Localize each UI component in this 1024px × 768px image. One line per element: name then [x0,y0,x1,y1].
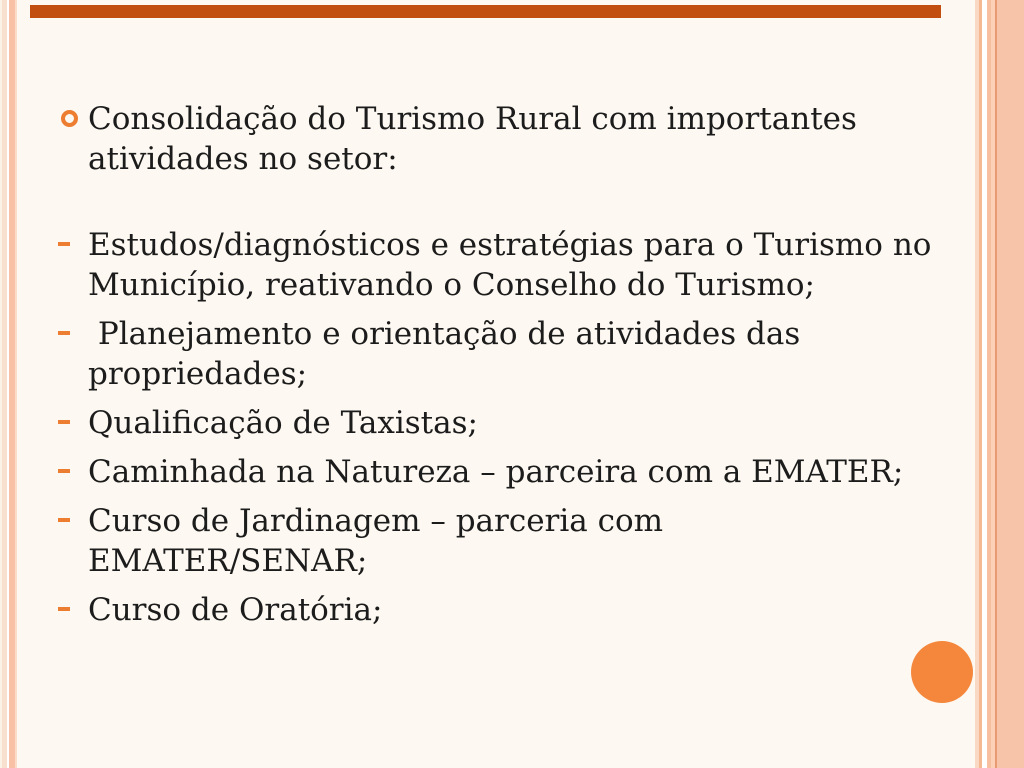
dash-bullet-icon [58,420,70,424]
bullet-item [58,590,940,630]
dash-bullet-icon [58,242,70,246]
dash-bullet-icon [58,469,70,473]
bullet-item-text: Estudos/diagnósticos e estratégias para o Turismo no Município, reativando o Conselho do Turismo; [88,227,942,303]
bullet-item [58,314,940,394]
bullet-item [58,501,940,581]
right-stripe [997,0,1024,768]
bullet-item-text: Consolidação do Turismo Rural com importantes atividades no setor: [88,101,867,177]
bullet-item-text: Curso de Oratória; [88,592,383,628]
circle-bullet-icon [61,110,78,127]
slide-body-text [58,99,940,639]
bullet-item-text: Qualificação de Taxistas; [88,405,478,441]
left-stripe [15,0,17,768]
bullet-item-text: Caminhada na Natureza – parceira com a EMATER; [88,454,904,490]
bullet-item [58,403,940,443]
bullet-item-text: Planejamento e orientação de atividades das propriedades; [88,316,811,392]
slide-number-circle [911,641,973,703]
bullet-item [58,225,940,305]
bullet-item [58,452,940,492]
bullet-item [58,99,940,179]
dash-bullet-icon [58,331,70,335]
dash-bullet-icon [58,518,70,522]
title-rule-bar [30,5,941,18]
dash-bullet-icon [58,607,70,611]
bullet-item-text: Curso de Jardinagem – parceria com EMATER/SENAR; [88,503,673,579]
